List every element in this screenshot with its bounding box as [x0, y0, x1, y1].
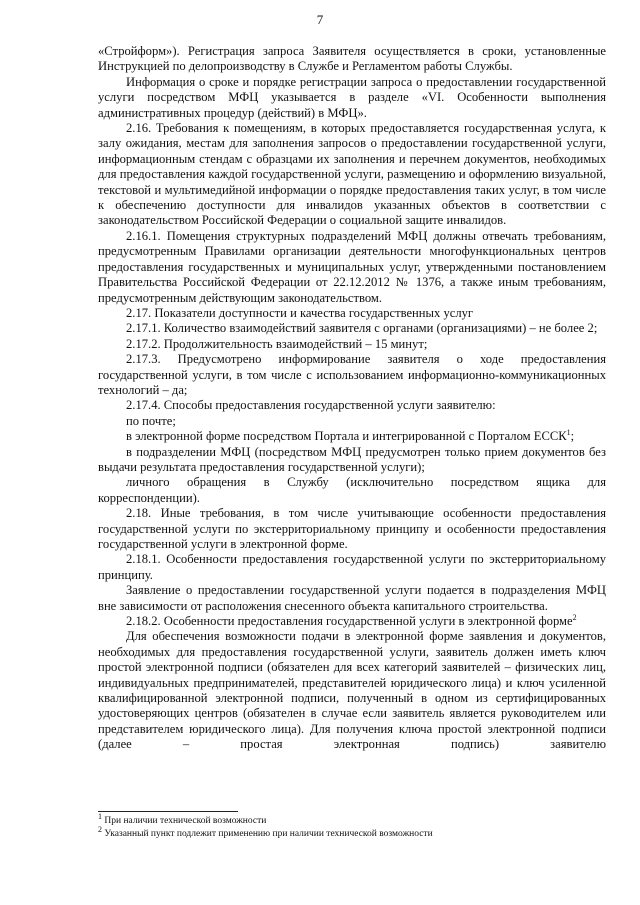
paragraph-2-18-1: 2.18.1. Особенности предоставления государственной услуги по экстерриториальному принципу.: [98, 552, 606, 582]
page-number: 7: [316, 12, 324, 27]
paragraph-2-17-2: 2.17.2. Продолжительность взаимодействий – 15 минут;: [126, 336, 428, 351]
footnote-ref-1: 1: [566, 427, 571, 437]
footnote-2: [98, 824, 606, 841]
list-item-electronic-form-text: в электронной форме посредством Портала и интегрированной с Порталом ЕССК: [126, 429, 567, 444]
paragraph-continuation: «Стройформ»). Регистрация запроса Заявителя осуществляется в сроки, установленные Инструкцией по делопроизводству в Службе и Регламентом работы Службы.: [98, 44, 606, 74]
footnote-1-mark: 1: [98, 811, 102, 821]
paragraph-electronic-signature: Для обеспечения возможности подачи в электронной форме заявления и документов, необходимых для предоставления государственной услуги, заявитель должен иметь ключ простой электронной подписи (обязателен для всех категорий заявителей – физических лиц, индивидуальных предпринимателей, представителей юридического лица) и ключ усиленной квалифицированной электронной подписи, полученный в одном из сертифицированных удостоверяющих центров (обязателен в случае если заявитель является руководителем или представителем юридического лица). Для получения ключа простой электронной подписи (далее – простая электронная подпись) заявителю: [98, 629, 606, 752]
paragraph-2-16-1: 2.16.1. Помещения структурных подразделений МФЦ должны отвечать требованиям, предусмотренным Правилами организации деятельности многофункциональных центров предоставления государственных и муниципальных услуг, утвержденными постановлением Правительства Российской Федерации от 22.12.2012 № 1376, а также иным требованиям, предусмотренным действующим законодательством.: [98, 228, 606, 305]
footnotes: [98, 811, 606, 841]
footnote-ref-2: 2: [572, 612, 577, 622]
list-item-personal-appeal: личного обращения в Службу (исключительно посредством ящика для корреспонденции).: [98, 475, 606, 505]
list-item-mfc-subdivision: в подразделении МФЦ (посредством МФЦ предусмотрен только прием документов без выдачи результата предоставления государственной услуги);: [98, 444, 606, 474]
paragraph-2-17-1: 2.17.1. Количество взаимодействий заявителя с органами (организациями) – не более 2;: [126, 321, 598, 336]
paragraph-2-18: 2.18. Иные требования, в том числе учитывающие особенности предоставления государственной услуги по экстерриториальному принципу и особенности предоставления государственной услуги в электронной форме.: [98, 506, 606, 551]
footnote-1-text: При наличии технической возможности: [104, 816, 267, 826]
paragraph-2-17: 2.17. Показатели доступности и качества государственных услуг: [126, 305, 474, 320]
paragraph-2-17-3: 2.17.3. Предусмотрено информирование заявителя о ходе предоставления государственной услуги, в том числе с использованием информационно-коммуникационных технологий – да;: [98, 352, 606, 397]
paragraph-2-18-2-text: 2.18.2. Особенности предоставления государственной услуги в электронной форме: [126, 614, 573, 629]
list-item-by-mail: по почте;: [126, 413, 176, 428]
paragraph-2-18-2: [98, 614, 606, 629]
document-body: [98, 44, 606, 753]
footnote-2-mark: 2: [98, 824, 102, 834]
footnote-1: [98, 811, 606, 828]
footnote-separator: [98, 811, 238, 812]
paragraph-2-16: 2.16. Требования к помещениям, в которых предоставляется государственная услуга, к залу ожидания, местам для заполнения запросов о предоставлении государственной услуги, информационным стендам с образцами их заполнения и перечнем документов, необходимых для предоставления каждой государственной услуги, размещению и оформлению визуальной, текстовой и мультимедийной информации о порядке предоставления таких услуг, в том числе к обеспечению доступности для инвалидов указанных объектов в соответствии с законодательством Российской Федерации о социальной защите инвалидов.: [98, 121, 606, 228]
paragraph-application-submission: Заявление о предоставлении государственной услуги подается в подразделения МФЦ вне зависимости от расположения снесенного объекта капитального строительства.: [98, 583, 606, 613]
list-item-electronic-form: [98, 429, 606, 444]
list-item-electronic-form-tail: ;: [570, 429, 575, 444]
paragraph-2-17-4: 2.17.4. Способы предоставления государственной услуги заявителю:: [126, 398, 496, 413]
paragraph-mfc-registration-info: Информация о сроке и порядке регистрации запроса о предоставлении государственной услуги посредством МФЦ указывается в разделе «VI. Особенности выполнения административных процедур (действий) в МФЦ».: [98, 74, 606, 120]
footnote-2-text: Указанный пункт подлежит применению при наличии технической возможности: [104, 829, 433, 839]
